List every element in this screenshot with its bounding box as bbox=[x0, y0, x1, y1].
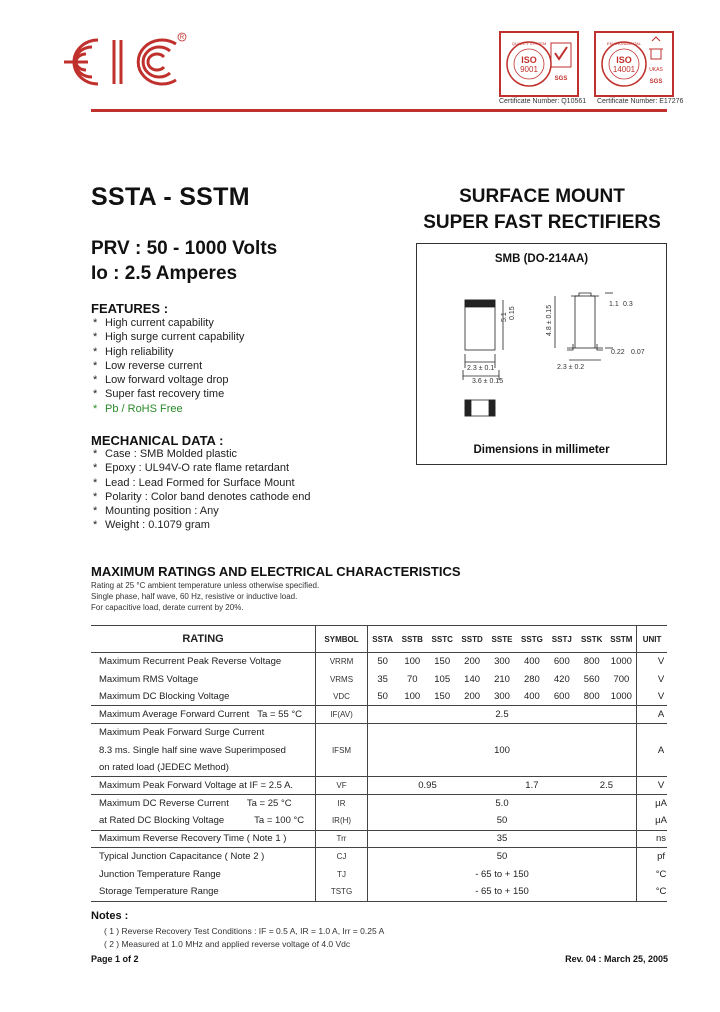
row-unit: V bbox=[657, 673, 665, 685]
row-unit: μA bbox=[637, 795, 667, 813]
note-item: ( 1 ) Reverse Recovery Test Conditions : IF = 0.5 A, IR = 1.0 A, Irr = 0.25 A bbox=[104, 926, 385, 936]
dim-body-width: 2.3 ± 0.1 bbox=[467, 365, 495, 372]
table-row bbox=[91, 670, 667, 688]
cell: 0.95 bbox=[367, 777, 487, 795]
mechanical-item: * Case : SMB Molded plastic bbox=[93, 448, 238, 460]
mechanical-item: * Lead : Lead Formed for Surface Mount bbox=[93, 476, 295, 489]
cell: 800 bbox=[583, 656, 600, 668]
cell: 2.5 bbox=[367, 706, 636, 724]
row-unit: A bbox=[637, 706, 667, 724]
cell: 70 bbox=[406, 673, 418, 685]
cell: 35 bbox=[377, 673, 388, 685]
product-title-line2: SUPER FAST RECTIFIERS bbox=[423, 212, 661, 233]
row-unit: pf bbox=[637, 848, 667, 866]
dim-body-tolerance: 0.15 bbox=[509, 306, 516, 320]
cell: 200 bbox=[464, 691, 481, 703]
cell: 100 bbox=[404, 656, 421, 668]
cell: 280 bbox=[523, 673, 540, 685]
iso9001-caption: Certificate Number: Q10561 bbox=[499, 98, 587, 105]
package-footer: Dimensions in millimeter bbox=[473, 444, 610, 456]
eic-logo bbox=[58, 32, 188, 92]
row-symbol: VRRM bbox=[316, 653, 368, 671]
cell: - 65 to + 150 bbox=[367, 883, 636, 901]
cell: 210 bbox=[494, 673, 510, 685]
row-label: Maximum Recurrent Peak Reverse Voltage bbox=[91, 653, 316, 671]
cell: 50 bbox=[377, 691, 388, 703]
row-label: Maximum DC Reverse Current Ta = 25 °C bbox=[91, 795, 316, 813]
row-label: Maximum Average Forward Current Ta = 55 °C bbox=[91, 706, 316, 724]
row-label: on rated load (JEDEC Method) bbox=[91, 759, 316, 777]
io-rating: Io : 2.5 Amperes bbox=[91, 263, 238, 284]
header-sstg: SSTG bbox=[517, 626, 547, 653]
feature-item: * Low reverse current bbox=[93, 359, 203, 372]
dim-lead-thickness-tolerance: 0.07 bbox=[631, 349, 645, 356]
mechanical-heading: MECHANICAL DATA : bbox=[91, 433, 224, 448]
row-symbol: IFSM bbox=[316, 724, 368, 777]
ratings-note: Rating at 25 °C ambient temperature unless otherwise specified. bbox=[91, 581, 320, 590]
header-divider bbox=[91, 109, 667, 112]
cell: 105 bbox=[434, 673, 451, 685]
iso14001-seal-icon bbox=[596, 33, 672, 95]
iso14001-main: ISO bbox=[616, 55, 632, 65]
row-label: Maximum Reverse Recovery Time ( Note 1 ) bbox=[91, 830, 316, 848]
row-label: at Rated DC Blocking Voltage Ta = 100 °C bbox=[91, 812, 316, 830]
cell: 700 bbox=[607, 670, 637, 688]
table-row bbox=[91, 724, 667, 742]
cell: 150 bbox=[434, 691, 451, 703]
ratings-heading: MAXIMUM RATINGS AND ELECTRICAL CHARACTERISTICS bbox=[91, 564, 461, 579]
row-unit: μA bbox=[655, 815, 667, 827]
ratings-table bbox=[91, 625, 667, 902]
row-label: Maximum Peak Forward Surge Current bbox=[91, 724, 316, 742]
row-label: Maximum RMS Voltage bbox=[91, 670, 316, 688]
features-list bbox=[93, 316, 244, 416]
row-unit: °C bbox=[655, 868, 667, 880]
cell: 35 bbox=[367, 830, 636, 848]
row-symbol: TJ bbox=[316, 866, 368, 884]
table-row bbox=[91, 777, 667, 795]
cell: 1000 bbox=[607, 653, 637, 671]
cell: 300 bbox=[494, 656, 510, 668]
mechanical-item: * Epoxy : UL94V-O rate flame retardant bbox=[93, 462, 290, 475]
prv-rating: PRV : 50 - 1000 Volts bbox=[91, 238, 278, 259]
cell: 300 bbox=[494, 691, 510, 703]
cell: 560 bbox=[583, 673, 600, 685]
row-symbol: TSTG bbox=[316, 883, 368, 901]
feature-item-rohs: * Pb / RoHS Free bbox=[93, 402, 183, 415]
svg-text:R: R bbox=[179, 35, 185, 42]
cell: 50 bbox=[377, 656, 388, 668]
iso14001-number: 14001 bbox=[612, 65, 636, 74]
table-row bbox=[91, 706, 667, 724]
notes-heading: Notes : bbox=[91, 910, 129, 922]
cell: 400 bbox=[523, 656, 540, 668]
table-row bbox=[91, 653, 667, 671]
iso9001-certificate-badge bbox=[499, 31, 579, 97]
table-header-row bbox=[91, 626, 667, 653]
header-unit: UNIT bbox=[637, 626, 667, 653]
header-sstk: SSTK bbox=[577, 626, 607, 653]
row-label: Junction Temperature Range bbox=[91, 866, 316, 884]
header-sste: SSTE bbox=[487, 626, 517, 653]
dim-height: 4.8 ± 0.15 bbox=[546, 304, 553, 336]
package-outline-box bbox=[416, 243, 667, 465]
cell: - 65 to + 150 bbox=[367, 866, 636, 884]
header-sstc: SSTC bbox=[427, 626, 457, 653]
cell: 5.0 bbox=[367, 795, 636, 813]
cell: 800 bbox=[583, 691, 600, 703]
row-symbol: IF(AV) bbox=[316, 706, 368, 724]
iso14001-ukas: UKAS bbox=[649, 67, 663, 73]
row-symbol: VRMS bbox=[316, 670, 368, 688]
mechanical-list bbox=[93, 447, 310, 533]
table-row bbox=[91, 812, 667, 830]
feature-item: * High current capability bbox=[93, 317, 214, 329]
row-label: Maximum DC Blocking Voltage bbox=[91, 688, 316, 706]
dim-lead-width: 3.6 ± 0.15 bbox=[472, 378, 504, 385]
cell: 1000 bbox=[607, 688, 637, 706]
page-number: Page 1 of 2 bbox=[91, 954, 139, 964]
row-symbol: IR bbox=[316, 795, 368, 813]
row-label: 8.3 ms. Single half sine wave Superimposed bbox=[91, 741, 316, 759]
row-symbol: Trr bbox=[316, 830, 368, 848]
row-unit: A bbox=[637, 724, 667, 777]
row-label: Maximum Peak Forward Voltage at IF = 2.5 A. bbox=[91, 777, 316, 795]
dim-top: 1.1 bbox=[609, 301, 619, 308]
header-sstj: SSTJ bbox=[547, 626, 577, 653]
header-symbol: SYMBOL bbox=[316, 626, 368, 653]
note-item: ( 2 ) Measured at 1.0 MHz and applied reverse voltage of 4.0 Vdc bbox=[104, 939, 351, 949]
header-ssta: SSTA bbox=[367, 626, 397, 653]
dim-top-tolerance: 0.3 bbox=[623, 301, 633, 308]
product-title-line1: SURFACE MOUNT bbox=[459, 186, 625, 207]
feature-item: * High reliability bbox=[93, 345, 174, 358]
cell: 200 bbox=[464, 656, 481, 668]
feature-item: * Low forward voltage drop bbox=[93, 374, 229, 387]
dim-lead-thickness: 0.22 bbox=[611, 349, 625, 356]
cell: 420 bbox=[553, 673, 570, 685]
row-unit: V bbox=[657, 656, 665, 668]
iso9001-ring-text: QUALITY SYSTEM bbox=[511, 41, 547, 46]
cell: 100 bbox=[404, 691, 421, 703]
table-row bbox=[91, 848, 667, 866]
row-label: Typical Junction Capacitance ( Note 2 ) bbox=[91, 848, 316, 866]
cell: 2.5 bbox=[577, 777, 637, 795]
ratings-note: Single phase, half wave, 60 Hz, resistive or inductive load. bbox=[91, 592, 298, 601]
row-symbol: VF bbox=[316, 777, 368, 795]
cell: 400 bbox=[523, 691, 540, 703]
iso14001-certificate-badge bbox=[594, 31, 674, 97]
dim-body-length: 5.1 bbox=[501, 312, 508, 322]
header-rating: RATING bbox=[91, 626, 316, 653]
header-sstb: SSTB bbox=[397, 626, 427, 653]
part-number-title: SSTA - SSTM bbox=[91, 183, 250, 211]
feature-item: * Super fast recovery time bbox=[93, 388, 225, 401]
cell: 100 bbox=[367, 724, 636, 777]
cell: 50 bbox=[367, 812, 636, 830]
cell: 1.7 bbox=[487, 777, 577, 795]
row-symbol: IR(H) bbox=[316, 812, 368, 830]
row-symbol: VDC bbox=[316, 688, 368, 706]
mechanical-item: * Weight : 0.1079 gram bbox=[93, 519, 210, 532]
header-sstm: SSTM bbox=[607, 626, 637, 653]
package-dimension-drawing bbox=[417, 270, 666, 440]
table-row bbox=[91, 830, 667, 848]
mechanical-item: * Mounting position : Any bbox=[93, 505, 219, 518]
revision-date: Rev. 04 : March 25, 2005 bbox=[565, 954, 668, 964]
iso9001-sgs: SGS bbox=[554, 76, 568, 82]
row-symbol: CJ bbox=[316, 848, 368, 866]
table-row bbox=[91, 883, 667, 901]
iso14001-caption: Certificate Number: E17276 bbox=[597, 98, 684, 105]
cell: 150 bbox=[434, 656, 451, 668]
header-sstd: SSTD bbox=[457, 626, 487, 653]
row-unit: V bbox=[637, 777, 667, 795]
ratings-note: For capacitive load, derate current by 20%. bbox=[91, 603, 244, 612]
row-unit: ns bbox=[637, 830, 667, 848]
cell: 600 bbox=[553, 656, 570, 668]
row-unit: V bbox=[657, 691, 665, 703]
row-label: Storage Temperature Range bbox=[91, 883, 316, 901]
iso14001-ring-text: ENVIRONMENTAL bbox=[606, 41, 642, 46]
cell: 140 bbox=[464, 673, 481, 685]
iso9001-number: 9001 bbox=[520, 65, 538, 74]
feature-item: * High surge current capability bbox=[93, 331, 245, 344]
table-row bbox=[91, 795, 667, 813]
iso9001-main: ISO bbox=[521, 55, 537, 65]
features-heading: FEATURES : bbox=[91, 301, 169, 316]
cell: 600 bbox=[553, 691, 570, 703]
mechanical-item: * Polarity : Color band denotes cathode end bbox=[93, 490, 311, 503]
table-row bbox=[91, 866, 667, 884]
table-row bbox=[91, 688, 667, 706]
package-title: SMB (DO-214AA) bbox=[494, 253, 589, 265]
row-unit: °C bbox=[637, 883, 667, 901]
iso9001-seal-icon bbox=[501, 33, 577, 95]
cell: 50 bbox=[367, 848, 636, 866]
dim-side-width: 2.3 ± 0.2 bbox=[557, 364, 585, 371]
iso14001-sgs: SGS bbox=[649, 79, 663, 85]
